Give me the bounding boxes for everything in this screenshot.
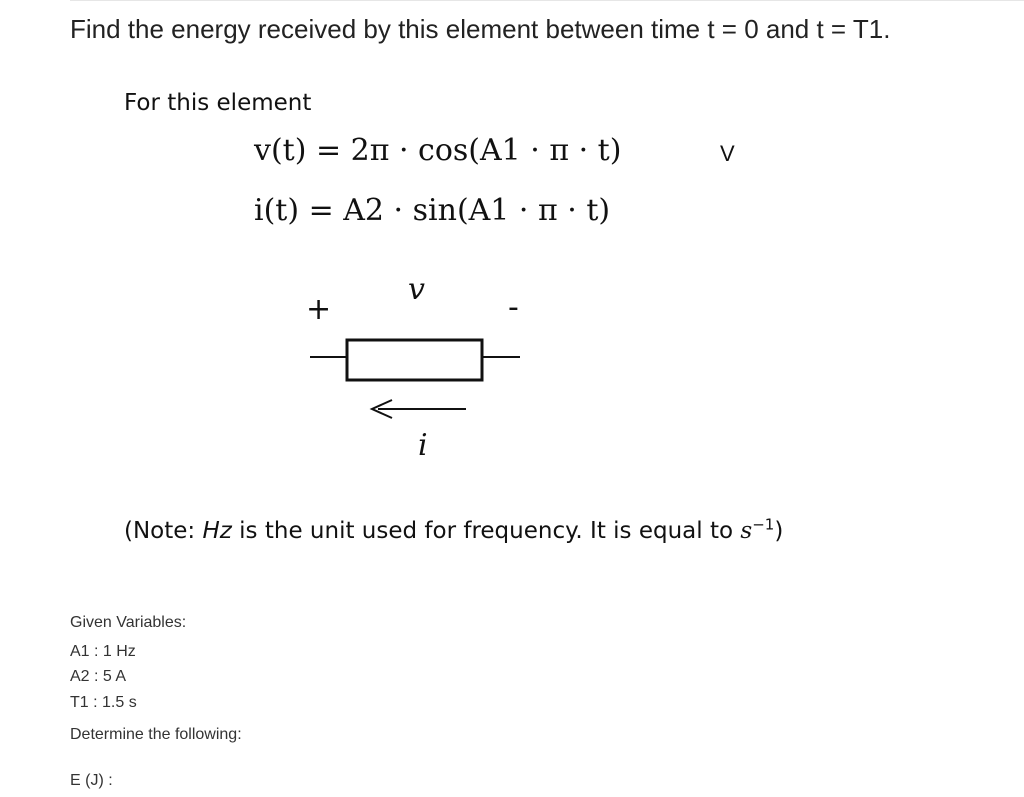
top-divider [70, 0, 1024, 1]
element-title: For this element [124, 90, 312, 116]
voltage-unit: V [720, 141, 735, 166]
plus-sign: + [306, 292, 332, 327]
question-text: Find the energy received by this element between time t = 0 and t = T1. [70, 14, 891, 44]
current-label: i [418, 428, 428, 463]
note-middle: is the unit used for frequency. It is equal to [231, 518, 741, 544]
resistor-symbol [300, 330, 540, 430]
note-prefix: (Note: [124, 518, 203, 544]
given-var-t1: T1 : 1.5 s [70, 694, 137, 711]
note-unit: Hz [202, 518, 232, 544]
frequency-note [124, 515, 784, 544]
given-var-a2: A2 : 5 A [70, 668, 127, 685]
voltage-label: v [408, 272, 425, 307]
minus-sign: - [508, 290, 519, 325]
note-exponent: −1 [752, 515, 775, 534]
given-var-a1: A1 : 1 Hz [70, 643, 136, 660]
current-equation: i(t) = A2 · sin(A1 · π · t) [254, 193, 611, 228]
given-header: Given Variables: [70, 614, 187, 631]
answer-label: E (J) : [70, 772, 113, 789]
voltage-equation: v(t) = 2π · cos(A1 · π · t) [254, 133, 622, 168]
note-s: s [740, 518, 753, 544]
determine-label: Determine the following: [70, 726, 242, 743]
note-suffix: ) [774, 518, 784, 544]
